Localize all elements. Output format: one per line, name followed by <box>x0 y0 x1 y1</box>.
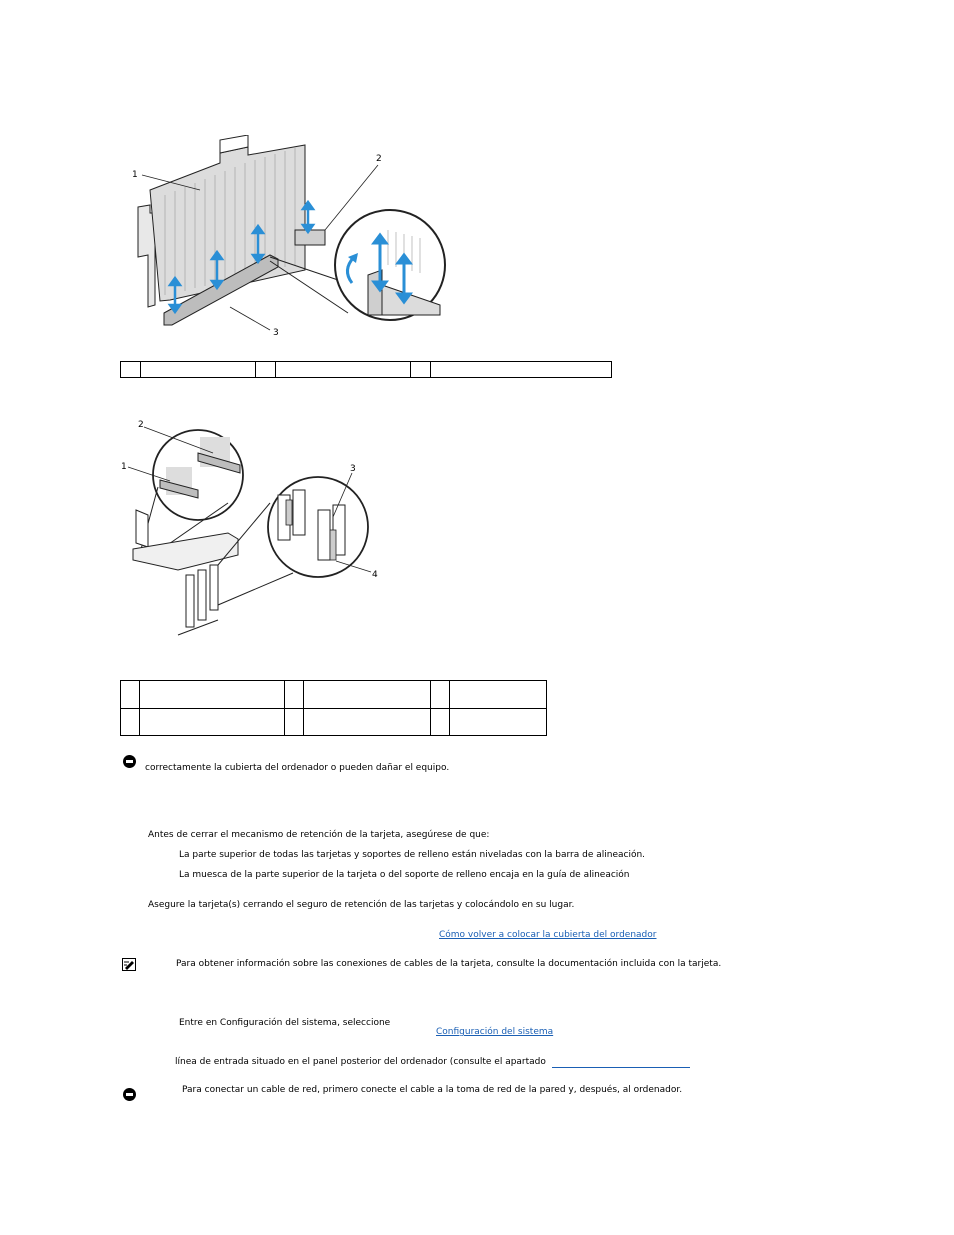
notice-network-text: Para conectar un cable de red, primero conecte el cable a la toma de red de la pared y, después, al ordenador. <box>182 1085 683 1095</box>
legend1-label-2 <box>276 362 411 378</box>
legend1-label-1 <box>141 362 256 378</box>
note-icon <box>122 958 136 971</box>
figure1-callout-2: 2 <box>376 154 382 164</box>
note-text: Para obtener información sobre las conexiones de cables de la tarjeta, consulte la documentación incluida con la tarjeta. <box>176 959 722 969</box>
step-intro: Antes de cerrar el mecanismo de retención de la tarjeta, asegúrese de que: <box>148 830 490 840</box>
legend1-num-3 <box>411 362 431 378</box>
notice-icon <box>123 1088 136 1101</box>
legend-table-2 <box>120 680 547 736</box>
figure1-callout-1: 1 <box>132 170 138 180</box>
legend1-num-2 <box>256 362 276 378</box>
figure2-callout-2: 2 <box>138 420 144 430</box>
legend-table-1 <box>120 361 612 378</box>
legend2-cell <box>450 708 547 736</box>
link-underline[interactable] <box>552 1067 690 1068</box>
legend2-cell <box>121 708 140 736</box>
step-line-in: línea de entrada situado en el panel posterior del ordenador (consulte el apartado <box>175 1057 546 1067</box>
legend2-cell <box>285 681 304 709</box>
table-row <box>121 681 547 709</box>
legend2-cell <box>431 708 450 736</box>
system-setup-link[interactable]: Configuración del sistema <box>436 1027 554 1037</box>
bullet-item-alignment-bar: La parte superior de todas las tarjetas y soportes de relleno están niveladas con la barra de alineación. <box>179 850 646 860</box>
table-row <box>121 708 547 736</box>
filler-bracket-figure <box>118 415 388 645</box>
bullet-item-alignment-guide: La muesca de la parte superior de la tarjeta o del soporte de relleno encaja en la guía de alineación <box>179 870 630 880</box>
figure1-callout-3: 3 <box>273 328 279 338</box>
legend2-cell <box>140 681 285 709</box>
table-row <box>121 362 612 378</box>
legend1-num-1 <box>121 362 141 378</box>
figure2-callout-1: 1 <box>121 462 127 472</box>
legend2-cell <box>304 681 431 709</box>
figure2-callout-3: 3 <box>350 464 356 474</box>
figure2-callout-4: 4 <box>372 570 378 580</box>
legend2-cell <box>304 708 431 736</box>
legend2-cell <box>285 708 304 736</box>
legend2-cell <box>140 708 285 736</box>
legend1-label-3 <box>431 362 612 378</box>
step-enter-setup: Entre en Configuración del sistema, seleccione <box>179 1018 391 1028</box>
step-secure-card: Asegure la tarjeta(s) cerrando el seguro de retención de las tarjetas y colocándolo en su lugar. <box>148 900 575 910</box>
notice-icon <box>123 755 136 768</box>
card-installation-figure <box>120 135 450 350</box>
legend2-cell <box>450 681 547 709</box>
legend2-cell <box>121 681 140 709</box>
replace-cover-link[interactable]: Cómo volver a colocar la cubierta del ordenador <box>439 930 657 940</box>
notice-text: correctamente la cubierta del ordenador o pueden dañar el equipo. <box>145 763 450 773</box>
legend2-cell <box>431 681 450 709</box>
